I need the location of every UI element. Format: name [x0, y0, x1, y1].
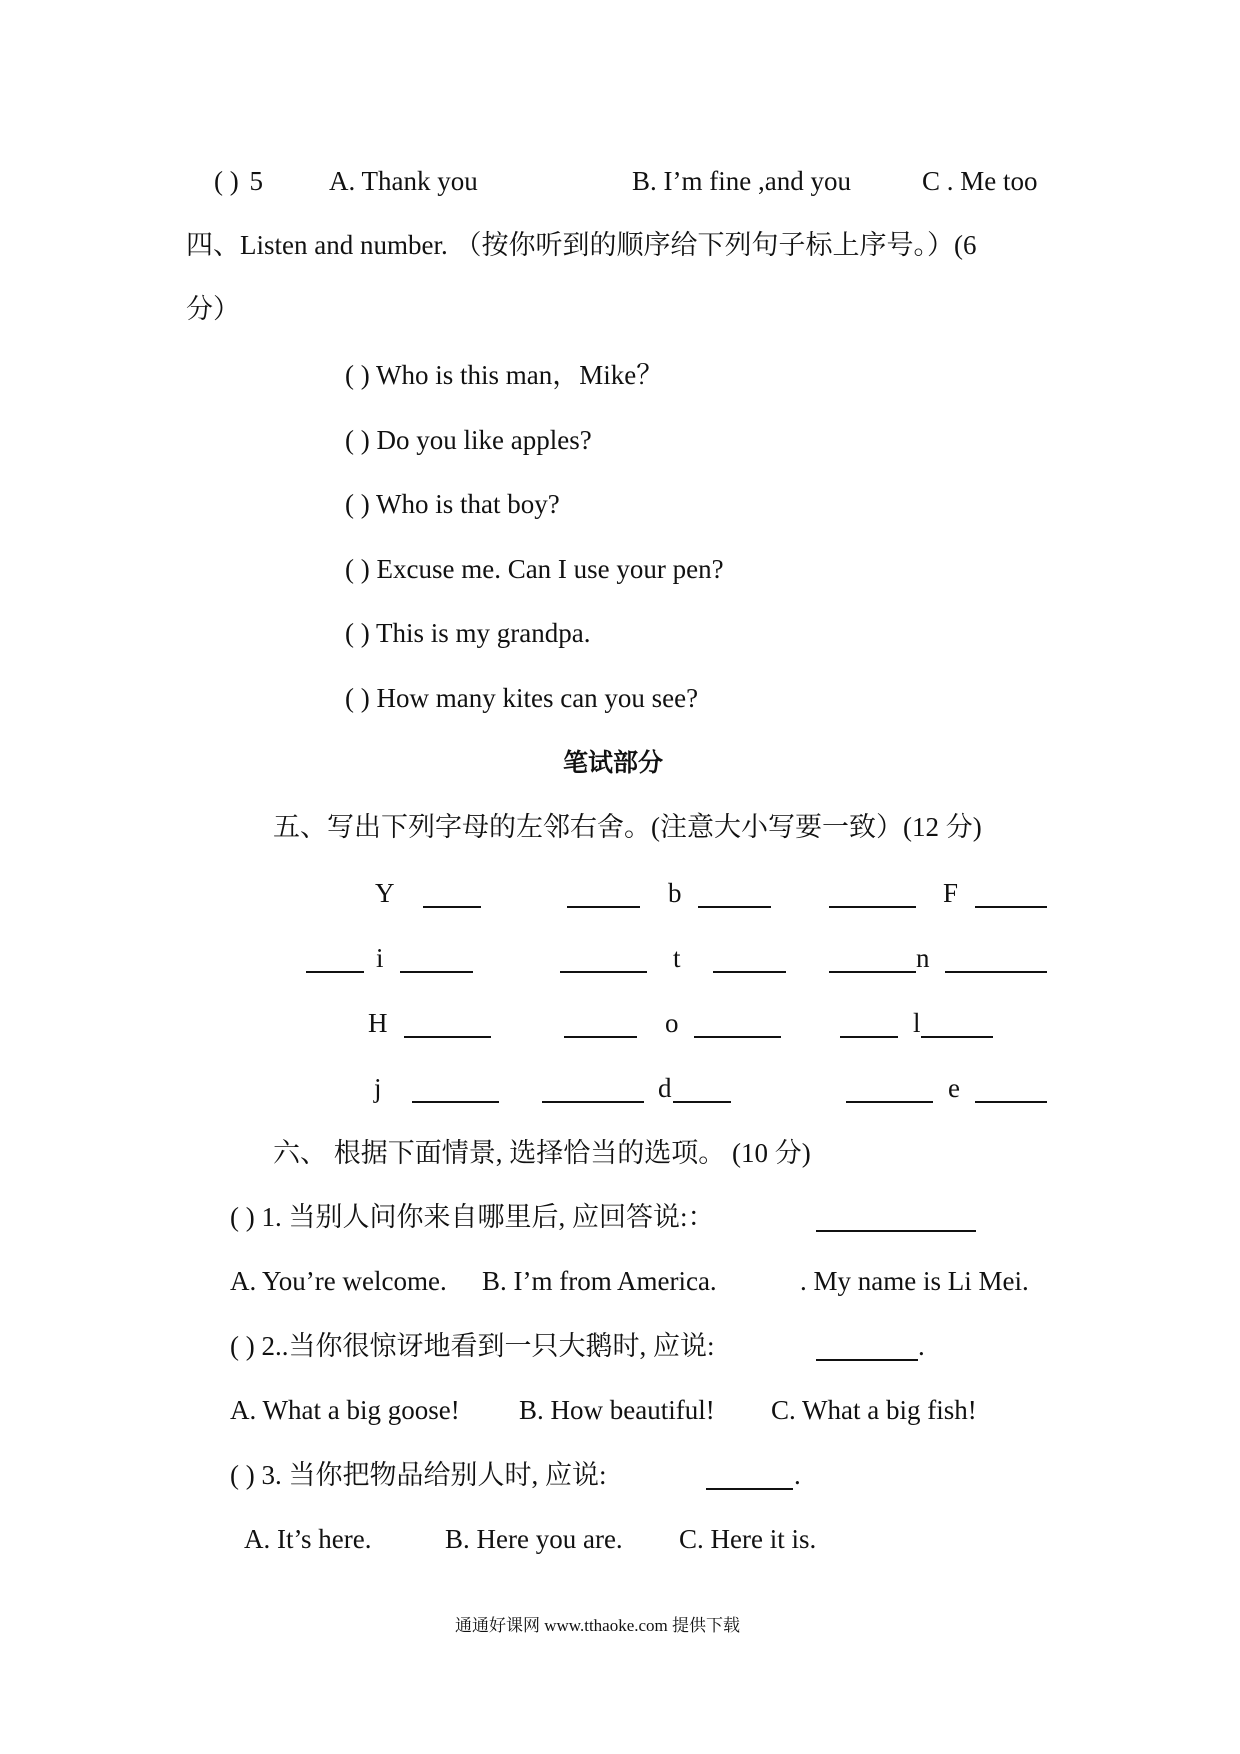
- blank-before-l[interactable]: [840, 1014, 898, 1038]
- blank-before-b[interactable]: [567, 884, 640, 908]
- q1-option-b: B. I’m from America.: [482, 1266, 717, 1296]
- blank-before-i[interactable]: [306, 949, 364, 973]
- answer-paren[interactable]: ( ): [230, 1202, 255, 1232]
- listen-item-text: Excuse me. Can I use your pen?: [376, 554, 724, 584]
- situation-q2: [230, 1333, 715, 1360]
- q5-option-a: A. Thank you: [329, 166, 478, 196]
- blank-after-t[interactable]: [713, 949, 786, 973]
- blank-after-l[interactable]: [921, 1014, 993, 1038]
- q2-period: .: [918, 1331, 925, 1361]
- q3-answer-blank[interactable]: [706, 1466, 793, 1490]
- q3-option-c: C. Here it is.: [679, 1524, 817, 1554]
- letter-o: o: [665, 1008, 679, 1038]
- blank-after-i[interactable]: [400, 949, 473, 973]
- blank-after-e[interactable]: [975, 1079, 1047, 1103]
- answer-paren[interactable]: ( ): [214, 166, 239, 196]
- blank-after-d[interactable]: [673, 1079, 731, 1103]
- situation-q1: [230, 1204, 715, 1231]
- answer-paren[interactable]: ( ): [345, 489, 370, 519]
- listen-item-6: [345, 685, 698, 712]
- answer-paren[interactable]: ( ): [345, 360, 370, 390]
- listen-item-4: [345, 556, 724, 583]
- listen-item-text: How many kites can you see?: [376, 683, 699, 713]
- q5-row: [214, 168, 263, 195]
- q2-answer-blank[interactable]: [816, 1337, 918, 1361]
- letter-l: l: [913, 1008, 921, 1038]
- letter-t: t: [673, 943, 681, 973]
- letter-i: i: [376, 943, 384, 973]
- blank-after-o[interactable]: [694, 1014, 781, 1038]
- blank-after-H[interactable]: [404, 1014, 491, 1038]
- listen-item-3: [345, 491, 560, 518]
- blank-after-Y[interactable]: [423, 884, 481, 908]
- situation-q3: [230, 1462, 607, 1489]
- q5-option-b: B. I’m fine ,and you: [632, 166, 851, 196]
- listen-item-text: Do you like apples?: [376, 425, 592, 455]
- blank-after-j[interactable]: [412, 1079, 499, 1103]
- blank-after-F[interactable]: [975, 884, 1047, 908]
- letter-j: j: [374, 1073, 382, 1103]
- q1-option-c: . My name is Li Mei.: [800, 1266, 1029, 1296]
- blank-after-n[interactable]: [945, 949, 1047, 973]
- section4-heading-cont: 分）: [186, 294, 240, 324]
- section5-heading: 五、写出下列字母的左邻右舍。(注意大小写要一致）(12 分): [273, 812, 982, 842]
- blank-before-e[interactable]: [846, 1079, 933, 1103]
- blank-before-F[interactable]: [829, 884, 916, 908]
- letter-e: e: [948, 1073, 960, 1103]
- written-part-title: 笔试部分: [563, 748, 664, 777]
- answer-paren[interactable]: ( ): [230, 1460, 255, 1490]
- q3-option-a: A. It’s here.: [244, 1524, 372, 1554]
- question-text: 2..当你很惊讶地看到一只大鹅时, 应说:: [261, 1331, 715, 1361]
- q2-option-a: A. What a big goose!: [230, 1395, 460, 1425]
- letter-F: F: [943, 878, 959, 908]
- q2-option-c: C. What a big fish!: [771, 1395, 977, 1425]
- answer-paren[interactable]: ( ): [345, 554, 370, 584]
- q1-answer-blank[interactable]: [816, 1208, 976, 1232]
- section4-heading: 四、Listen and number. （按你听到的顺序给下列句子标上序号。）(6: [186, 230, 977, 260]
- q3-period: .: [794, 1460, 801, 1490]
- listen-item-text: This is my grandpa.: [376, 618, 591, 648]
- blank-after-b[interactable]: [698, 884, 771, 908]
- answer-paren[interactable]: ( ): [345, 683, 370, 713]
- letter-b: b: [668, 878, 682, 908]
- page-footer: 通通好课网 www.tthaoke.com 提供下载: [455, 1616, 741, 1635]
- letter-n: n: [916, 943, 930, 973]
- answer-paren[interactable]: ( ): [345, 618, 370, 648]
- q3-option-b: B. Here you are.: [445, 1524, 623, 1554]
- letter-d: d: [658, 1073, 672, 1103]
- blank-before-t[interactable]: [560, 949, 647, 973]
- listen-item-text: Who is this man，Mike？: [376, 360, 664, 390]
- q5-option-c: C . Me too: [922, 166, 1038, 196]
- section6-heading: 六、 根据下面情景, 选择恰当的选项。 (10 分): [273, 1138, 811, 1168]
- question-text: 3. 当你把物品给别人时, 应说:: [261, 1460, 607, 1490]
- answer-paren[interactable]: ( ): [230, 1331, 255, 1361]
- blank-before-o[interactable]: [564, 1014, 637, 1038]
- question-text: 1. 当别人问你来自哪里后, 应回答说:：: [261, 1202, 715, 1232]
- blank-before-d[interactable]: [542, 1079, 644, 1103]
- answer-paren[interactable]: ( ): [345, 425, 370, 455]
- listen-item-5: [345, 620, 590, 647]
- letter-Y: Y: [375, 878, 395, 908]
- q1-option-a: A. You’re welcome.: [230, 1266, 447, 1296]
- blank-before-n[interactable]: [829, 949, 916, 973]
- question-number: 5: [249, 166, 263, 196]
- listen-item-1: [345, 362, 663, 389]
- letter-H: H: [368, 1008, 388, 1038]
- listen-item-text: Who is that boy?: [376, 489, 560, 519]
- listen-item-2: [345, 427, 592, 454]
- q2-option-b: B. How beautiful!: [519, 1395, 715, 1425]
